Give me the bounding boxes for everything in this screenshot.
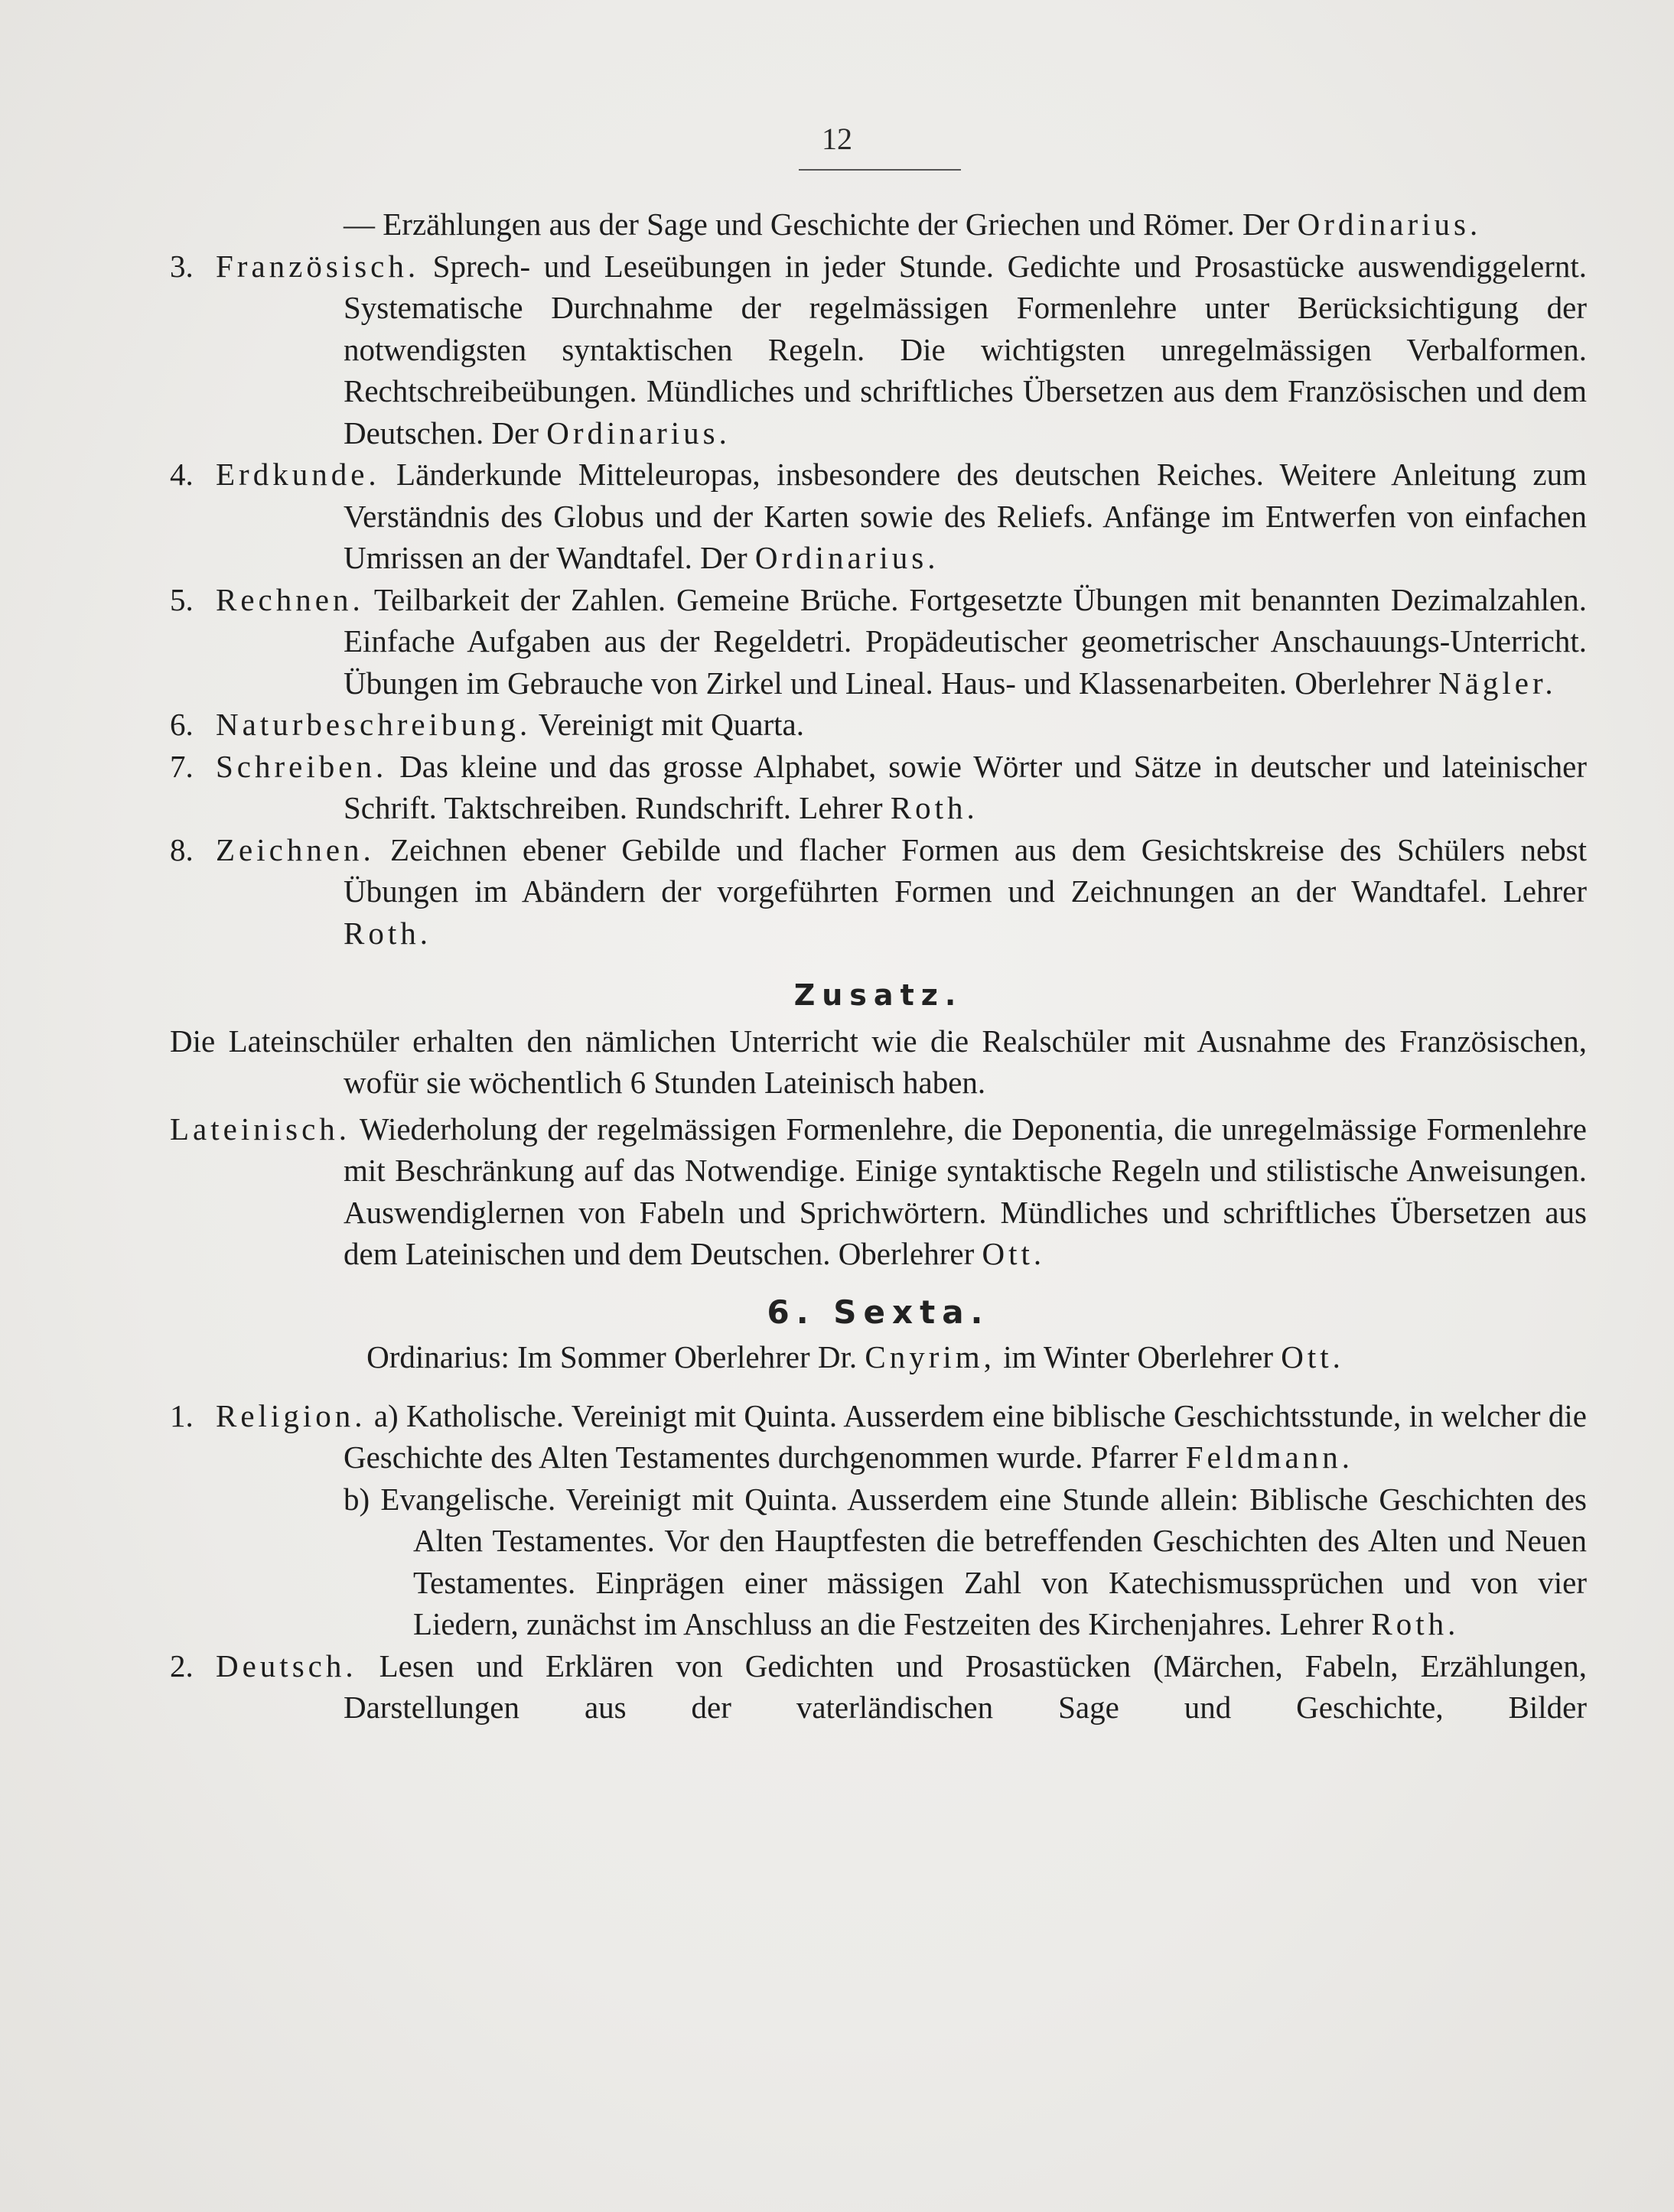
item-teacher-b: Roth.	[1371, 1606, 1460, 1641]
ordinarius-name-1: Cnyrim,	[865, 1339, 995, 1374]
page-number: 12	[822, 122, 852, 156]
item-teacher: Nägler.	[1438, 665, 1557, 701]
item-religion	[170, 1395, 1587, 1478]
heading-zusatz: Zusatz.	[793, 978, 963, 1012]
item-number: 5.	[170, 581, 194, 617]
item-number: 6.	[170, 707, 194, 742]
item-text: Das kleine und das grosse Alphabet, sowie Wörter und Sätze in deutscher und lateinischer Schrift. Taktschreiben. Rundschrift. Lehrer	[344, 748, 1588, 825]
item-teacher: Ordinarius.	[754, 540, 940, 575]
item-teacher: Roth.	[890, 790, 979, 825]
zusatz-text	[170, 1020, 1587, 1104]
ordinarius-text-1: Im Sommer Oberlehrer Dr.	[517, 1339, 858, 1374]
item-franzoesisch	[170, 246, 1587, 454]
item-number: 7.	[170, 748, 194, 784]
item-text: Vereinigt mit Quarta.	[538, 707, 804, 742]
ordinarius-text-2: im Winter Oberlehrer	[1003, 1339, 1273, 1374]
page-number-rule	[799, 169, 961, 171]
item-title: Französisch.	[216, 248, 420, 284]
item-title: Zeichnen.	[216, 831, 375, 867]
item-text: Lesen und Erklären von Gedichten und Prosastücken (Märchen, Fabeln, Erzählungen, Darstellungen aus der vaterländischen Sage und Geschichte, Bilder	[344, 1648, 1587, 1725]
item-title: Naturbeschreibung.	[216, 707, 532, 742]
ordinarius-name-2: Ott.	[1281, 1339, 1344, 1374]
item-number: 1.	[170, 1397, 194, 1433]
item-teacher: Roth.	[344, 915, 432, 951]
ordinarius-label: Ordinarius:	[366, 1339, 510, 1374]
item-number: 2.	[170, 1648, 194, 1683]
item-title: Religion.	[216, 1397, 366, 1433]
item-lateinisch	[170, 1108, 1587, 1275]
item-erdkunde	[170, 454, 1587, 579]
sexta-ordinarius	[170, 1336, 1587, 1378]
heading-sexta: 6. Sexta.	[767, 1293, 990, 1331]
item-title: Erdkunde.	[216, 457, 380, 492]
item-teacher: Ordinarius.	[546, 415, 731, 451]
item-title: Deutsch.	[216, 1648, 357, 1683]
item-teacher: Ott.	[982, 1236, 1046, 1271]
item-title: Lateinisch.	[170, 1111, 351, 1147]
zusatz-body: Die Lateinschüler erhalten den nämlichen Unterricht wie die Realschüler mit Ausnahme des Französischen, wofür sie wöchentlich 6 Stunden Lateinisch haben.	[170, 1023, 1587, 1100]
item-text: Sprech- und Leseübungen in jeder Stunde. Gedichte und Prosastücke auswendiggelernt. Systematische Durchnahme der regelmässigen Formenlehre unter Berücksichtigung der notwendigsten syntaktischen Regeln. Die wichtigsten unregelmässigen Verbalformen. Rechtschreibeübungen. Mündliches und schriftliches Übersetzen aus dem Französischen und dem Deutschen. Der	[344, 248, 1588, 451]
item-religion-b	[170, 1478, 1587, 1645]
item-text: Länderkunde Mitteleuropas, insbesondere des deutschen Reiches. Weitere Anleitung zum Verständnis des Globus und der Karten sowie des Reliefs. Anfänge im Entwerfen von einfachen Umrissen an der Wandtafel. Der	[344, 457, 1588, 575]
item-number: 4.	[170, 457, 194, 492]
continuation-teacher: Ordinarius.	[1297, 207, 1482, 242]
item-number: 8.	[170, 831, 194, 867]
item-schreiben	[170, 746, 1587, 829]
item-text: Zeichnen ebener Gebilde und flacher Formen aus dem Gesichtskreise des Schülers nebst Übungen im Abändern der vorgeführten Formen und Zeichnungen an der Wandtafel. Lehrer	[344, 831, 1587, 909]
item-text-b: b) Evangelische. Vereinigt mit Quinta. Ausserdem eine Stunde allein: Biblische Geschichten des Alten Testamentes. Vor den Hauptfesten die betreffenden Geschichten des Alten und Neuen Testamentes. Einprägen einer mässigen Zahl von Katechismussprüchen und von vier Liedern, zunächst im Anschluss an die Festzeiten des Kirchenjahres. Lehrer	[344, 1481, 1587, 1641]
item-teacher-a: Feldmann.	[1185, 1439, 1353, 1475]
item-title: Schreiben.	[216, 748, 388, 784]
item-naturbeschreibung	[170, 704, 1587, 746]
item-text: Teilbarkeit der Zahlen. Gemeine Brüche. Fortgesetzte Übungen mit benannten Dezimalzahlen. Einfache Aufgaben aus der Regeldetri. Propädeutischer geometrischer Anschauungs-Unterricht. Übungen im Gebrauche von Zirkel und Lineal. Haus- und Klassenarbeiten. Oberlehrer	[344, 581, 1587, 701]
item-text: Wiederholung der regelmässigen Formenlehre, die Deponentia, die unregelmässige Formenlehre mit Beschränkung auf das Notwendige. Einige syntaktische Regeln und stilistische Anweisungen. Auswendiglernen von Fabeln und Sprichwörtern. Mündliches und schriftliches Übersetzen aus dem Lateinischen und dem Deutschen. Oberlehrer	[344, 1111, 1587, 1271]
item-number: 3.	[170, 248, 194, 284]
section-continuation	[170, 203, 1587, 246]
item-deutsch	[170, 1645, 1587, 1729]
page-body	[170, 203, 1587, 1729]
item-rechnen	[170, 579, 1587, 704]
continuation-text: — Erzählungen aus der Sage und Geschichte der Griechen und Römer. Der	[344, 207, 1290, 242]
item-title: Rechnen.	[216, 581, 364, 617]
item-text-a: a) Katholische. Vereinigt mit Quinta. Ausserdem eine biblische Geschichtsstunde, in welcher die Geschichte des Alten Testamentes durchgenommen wurde. Pfarrer	[344, 1397, 1587, 1475]
item-zeichnen	[170, 829, 1587, 955]
